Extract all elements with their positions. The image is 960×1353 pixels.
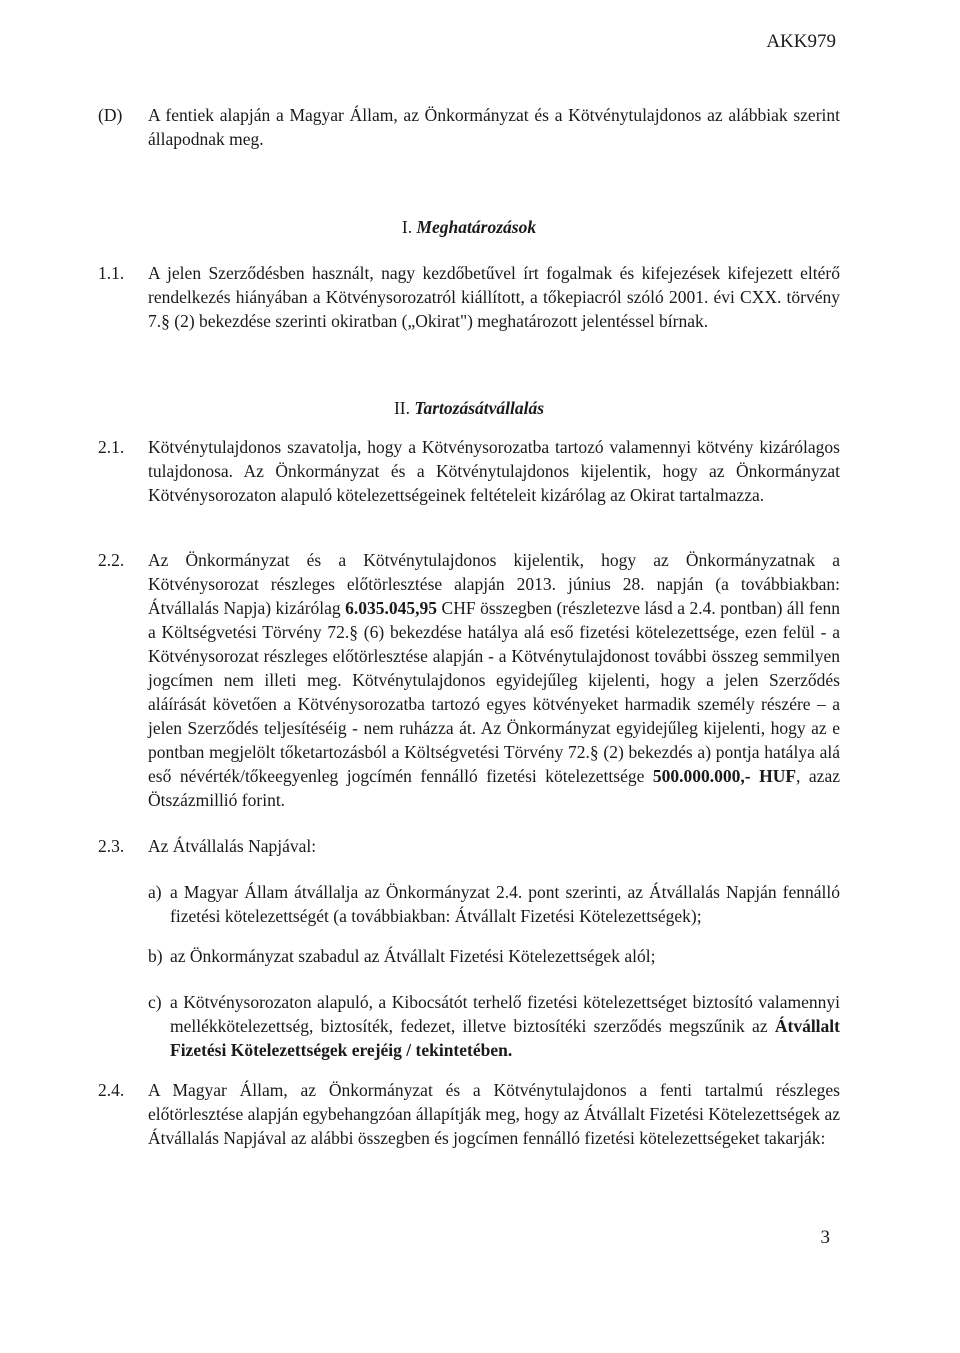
section-roman: I.: [401, 217, 413, 237]
paragraph-number: 2.2.: [98, 550, 125, 570]
text-part: Az Önkormányzat és a Kötvénytulajdonos kijelentik, hogy az Önkormányzatnak a Kötvénysorozat részleges előtörlesztése alapján 2013. június 28. napján (a továbbiakban: Átvállalás Napja) kizárólag: [148, 550, 840, 618]
list-item-c: [148, 990, 840, 1062]
paragraph-2-2: [98, 548, 840, 812]
paragraph-text: A Magyar Állam, az Önkormányzat és a Kötvénytulajdonos a fenti tartalmú részleges előtörlesztése alapján egybehangzóan állapítják meg, hogy az Átvállalt Fizetési Kötelezettségek az Átvállalás Napjával az alábbi összegben és jogcímen fennálló fizetési kötelezettségeket takarják:: [148, 1080, 840, 1148]
paragraph-number: 2.4.: [98, 1080, 125, 1100]
paragraph-number: 1.1.: [98, 263, 125, 283]
huf-amount: 500.000.000,- HUF: [652, 766, 797, 786]
paragraph-2-4: [98, 1078, 840, 1150]
list-item-b: [148, 944, 840, 968]
chf-amount: 6.035.045,95: [345, 598, 438, 618]
paragraph-2-1: [98, 435, 840, 507]
text-part: CHF összegben (részletezve lásd a 2.4. pontban) áll fenn a Költségvetési Törvény 72.§ (6) bekezdése hatálya alá eső fizetési kötelezettsége, ezen felül - a Kötvénysorozat részleges előtörlesztése alapján - a Kötvénytulajdonost további összeg semmilyen jogcímen nem illeti meg. Kötvénytulajdonos egyidejűleg kijelenti, hogy a jelen Szerződés aláírását követően a Kötvénysorozatba tartozó egyes kötvényeket harmadik személy részére – a jelen Szerződés teljesítéséig - nem ruházza át. Az Önkormányzat egyidejűleg kijelenti, hogy az e pontban megjelölt tőketartozásból a Költségvetési Törvény 72.§ (2) bekezdés a) pontja hatálya alá eső névérték/tőkeegyenleg jogcímén fennálló fizetési kötelezettsége: [148, 598, 840, 786]
page-number: 3: [820, 1227, 830, 1248]
paragraph-text: A fentiek alapján a Magyar Állam, az Önkormányzat és a Kötvénytulajdonos az alábbiak szerint állapodnak meg.: [148, 105, 840, 149]
list-text: [170, 990, 840, 1062]
list-label: b): [148, 946, 163, 966]
bold-text: Átvállalt Fizetési Kötelezettségek erejéig / tekintetében.: [170, 1016, 840, 1060]
paragraph-text: Kötvénytulajdonos szavatolja, hogy a Kötvénysorozatba tartozó valamennyi kötvény kizárólagos tulajdonosa. Az Önkormányzat és a Kötvénytulajdonos kijelentik, hogy az Önkormányzat Kötvénysorozaton alapuló kötelezettségeinek feltételeit kizárólag az Okirat tartalmazza.: [148, 437, 840, 505]
list-label: a): [148, 882, 162, 902]
section-title: Tartozásátvállalás: [414, 398, 545, 418]
paragraph-number: 2.1.: [98, 437, 125, 457]
list-item-a: [148, 880, 840, 928]
paragraph-text: Az Átvállalás Napjával:: [148, 836, 317, 856]
section-heading-1: [98, 215, 840, 239]
paragraph-number: 2.3.: [98, 836, 125, 856]
paragraph-intro: [98, 103, 840, 151]
section-heading-2: [98, 396, 840, 420]
list-label: c): [148, 992, 162, 1012]
paragraph-2-3: [98, 834, 840, 858]
section-roman: II.: [393, 398, 410, 418]
text-part: a Kötvénysorozaton alapuló, a Kibocsátót terhelő fizetési kötelezettséget biztosító valamennyi mellékkötelezettség, biztosíték, fedezet, illetve biztosítéki szerződés megszűnik az: [170, 992, 840, 1036]
list-text: a Magyar Állam átvállalja az Önkormányzat 2.4. pont szerinti, az Átvállalás Napján fennálló fizetési kötelezettségét (a továbbiakban: Átvállalt Fizetési Kötelezettségek);: [170, 882, 840, 926]
paragraph-number: (D): [98, 105, 123, 125]
text-part: , azaz Ötszázmillió forint.: [148, 766, 840, 810]
section-title: Meghatározások: [416, 217, 537, 237]
paragraph-text: [148, 548, 840, 812]
list-text: az Önkormányzat szabadul az Átvállalt Fizetési Kötelezettségek alól;: [170, 946, 656, 966]
paragraph-1-1: [98, 261, 840, 333]
paragraph-text: A jelen Szerződésben használt, nagy kezdőbetűvel írt fogalmak és kifejezések kifejezett eltérő rendelkezés hiányában a Kötvénysorozatról kiállított, a tőkepiacról szóló 2001. évi CXX. törvény 7.§ (2) bekezdése szerinti okiratban („Okirat") meghatározott jelentéssel bírnak.: [148, 263, 840, 331]
document-code: AKK979: [766, 31, 836, 52]
